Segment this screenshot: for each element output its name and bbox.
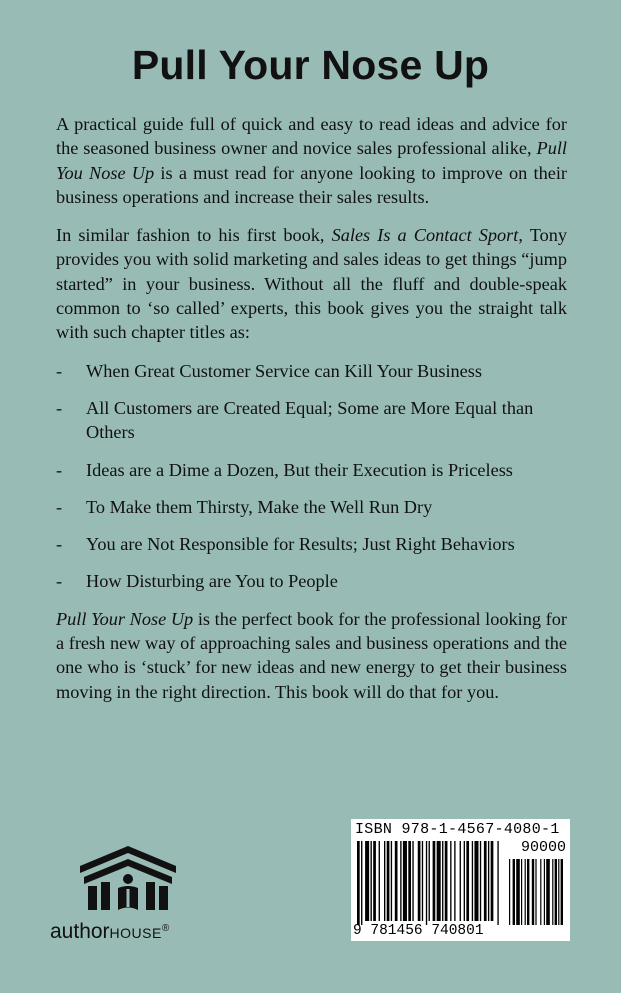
chapter-title-list [56, 359, 567, 594]
paragraph-text: In similar fashion to his first book, [56, 225, 332, 246]
barcode-bar [442, 841, 443, 921]
barcode-bar [391, 841, 392, 921]
barcode-addon-number: 90000 [520, 839, 566, 856]
chapter-title: All Customers are Created Equal; Some are More Equal than Others [86, 397, 534, 443]
barcode-bar [450, 841, 451, 921]
registered-mark: ® [161, 923, 170, 934]
barcode-bar [426, 841, 427, 925]
barcode-bar [433, 841, 436, 921]
barcode-bar [357, 841, 360, 925]
list-dash: - [56, 360, 63, 381]
publisher-name [50, 920, 169, 944]
barcode-addon-bar [516, 859, 520, 925]
paragraph-text: A practical guide full of quick and easy to read ideas and advice for the seasoned business owner and novice sales professional alike, [56, 114, 567, 159]
barcode-bar [445, 841, 448, 921]
list-dash: - [56, 496, 63, 517]
barcode-addon-bar [555, 859, 557, 925]
barcode-bar [379, 841, 380, 921]
barcode-addon-bar [525, 859, 526, 925]
barcode-bar [412, 841, 413, 921]
italic-book-title: Pull Your Nose Up [56, 608, 194, 629]
italic-book-title: Sales Is a Contact Sport [331, 225, 519, 246]
barcode-bar [491, 841, 494, 921]
barcode-addon-bar [521, 859, 522, 925]
barcode-bar [497, 841, 498, 925]
barcode-bar [403, 841, 407, 921]
barcode-bar [429, 841, 430, 921]
barcode-bar [437, 841, 441, 921]
list-dash: - [56, 571, 63, 592]
paragraph-text: is the perfect book for the professional looking for a fresh new way of approaching sales and business operations and the one who is ‘stuck’ for new ideas and new energy to get their business moving in the right direction. This book will do that for you. [56, 608, 567, 702]
barcode-bar [480, 841, 481, 921]
chapter-title-item [56, 458, 567, 482]
barcode-bar [371, 841, 372, 921]
book-title: Pull Your Nose Up [131, 42, 490, 88]
chapter-title-item [56, 495, 567, 519]
barcode-bar [460, 841, 461, 921]
isbn-barcode [351, 819, 570, 941]
barcode-bar [488, 841, 489, 921]
description-paragraph-1 [56, 112, 567, 209]
barcode-bar [454, 841, 455, 921]
chapter-title-item [56, 569, 567, 593]
description-paragraph-3 [56, 607, 567, 704]
chapter-title: How Disturbing are You to People [86, 571, 338, 592]
publisher-name-caps: HOUSE [109, 925, 162, 941]
chapter-title: Ideas are a Dime a Dozen, But their Execution is Priceless [86, 459, 513, 480]
barcode-bar [484, 841, 487, 921]
barcode-addon-bar [513, 859, 515, 925]
barcode-bar [384, 841, 385, 921]
publisher-name-lower: author [50, 920, 110, 943]
barcode-bar [464, 841, 465, 921]
chapter-title-item [56, 359, 567, 383]
barcode-bar [395, 841, 398, 921]
barcode-bar [466, 841, 469, 921]
barcode-addon-bar [527, 859, 529, 925]
barcode-bar [408, 841, 411, 921]
chapter-title-item [56, 532, 567, 556]
barcode-bar [474, 841, 478, 921]
list-dash: - [56, 534, 63, 555]
list-dash: - [56, 459, 63, 480]
barcode-addon-bar [546, 859, 550, 925]
italic-book-title: Pull You Nose Up [56, 138, 567, 183]
barcode-bar [373, 841, 376, 921]
barcode-bar [400, 841, 401, 921]
description-paragraph-2 [56, 223, 567, 344]
chapter-title: To Make them Thirsty, Make the Well Run Dry [86, 496, 433, 517]
isbn-label: ISBN 978-1-4567-4080-1 [355, 821, 560, 838]
paragraph-text: is a must read for anyone looking to improve on their business operations and increase their sales results. [56, 162, 567, 207]
barcode-addon-bar [532, 859, 534, 925]
barcode-addon-bar [540, 859, 541, 925]
paragraph-text: , Tony provides you with solid marketing and sales ideas to get things “jump started” in your business. Without all the fluff and double-speak common to ‘so called’ experts, this book gives you the straight talk with such chapter titles as: [56, 225, 568, 343]
barcode-bar [418, 841, 421, 921]
barcode-addon-bar [558, 859, 559, 925]
barcode-bar [422, 841, 423, 921]
cover-description [56, 112, 567, 718]
chapter-title: You are Not Responsible for Results; Just Right Behaviors [86, 534, 515, 555]
barcode-bar [365, 841, 369, 921]
list-dash: - [56, 397, 63, 418]
barcode-bar [472, 841, 473, 921]
barcode-bar [387, 841, 390, 921]
barcode-addon-bar [509, 859, 510, 925]
barcode-addon-bar [552, 859, 553, 925]
chapter-title-item [56, 396, 567, 445]
barcode-addon-bar [561, 859, 563, 925]
barcode-bar [361, 841, 362, 925]
barcode-number: 9 781456 740801 [353, 923, 484, 939]
chapter-title: When Great Customer Service can Kill Your Business [86, 360, 483, 381]
barcode-addon-bar [544, 859, 545, 925]
barcode-addon-bar [535, 859, 536, 925]
